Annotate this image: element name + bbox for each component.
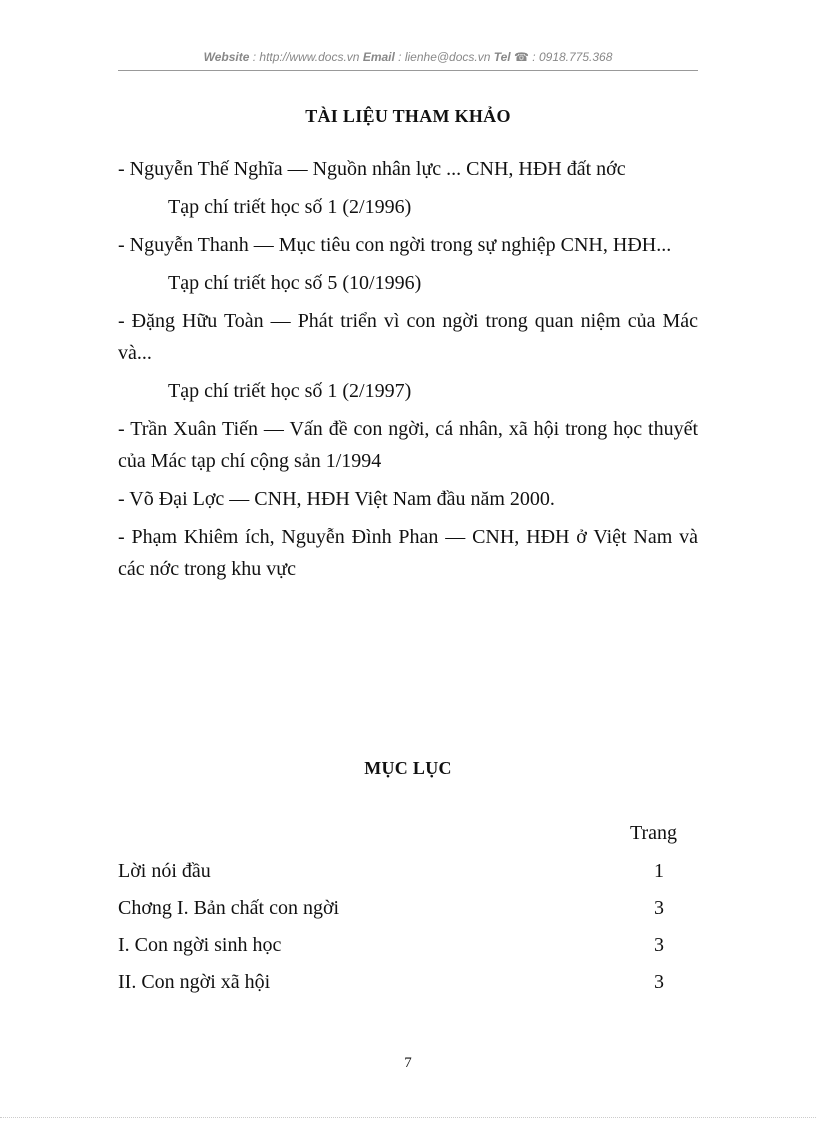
reference-item: - Võ Đại Lợc — CNH, HĐH Việt Nam đầu năm 2000. bbox=[118, 488, 555, 510]
tel-value: : 0918.775.368 bbox=[532, 50, 613, 64]
reference-item: - Phạm Khiêm ích, Nguyễn Đình Phan — CNH, HĐH ở Việt Nam và các nớc trong khu vực bbox=[118, 526, 698, 580]
toc-label: II. Con ngời xã hội bbox=[118, 971, 271, 993]
toc-title: MỤC LỤC bbox=[364, 758, 452, 778]
header-divider bbox=[118, 70, 698, 71]
tel-label: Tel bbox=[493, 50, 511, 64]
toc-page-number: 3 bbox=[654, 897, 664, 919]
toc-page-header: Trang bbox=[630, 822, 678, 844]
toc-row bbox=[118, 930, 698, 967]
toc-row bbox=[118, 856, 698, 893]
website-value: : http://www.docs.vn bbox=[252, 50, 360, 64]
reference-source: Tạp chí triết học số 1 (2/1996) bbox=[168, 196, 412, 218]
page-header bbox=[118, 50, 698, 64]
toc-row bbox=[118, 893, 698, 930]
references-list bbox=[118, 153, 698, 591]
website-label: Website bbox=[203, 50, 250, 64]
footer-divider bbox=[0, 1117, 816, 1118]
reference-source: Tạp chí triết học số 5 (10/1996) bbox=[168, 272, 422, 294]
phone-icon: ☎ bbox=[514, 50, 529, 64]
toc-page-number: 1 bbox=[654, 860, 664, 882]
toc-page-number: 3 bbox=[654, 934, 664, 956]
reference-item: - Đặng Hữu Toàn — Phát triển vì con ngời trong quan niệm của Mác và... bbox=[118, 310, 698, 364]
reference-item: - Trần Xuân Tiến — Vấn đề con ngời, cá nhân, xã hội trong học thuyết của Mác tạp chí cộng sản 1/1994 bbox=[118, 418, 698, 472]
toc-row bbox=[118, 967, 698, 1004]
toc-page-number: 3 bbox=[654, 971, 664, 993]
email-label: Email bbox=[362, 50, 395, 64]
table-of-contents bbox=[118, 856, 698, 1004]
page-number: 7 bbox=[404, 1055, 412, 1071]
reference-source: Tạp chí triết học số 1 (2/1997) bbox=[168, 380, 412, 402]
references-title: TÀI LIỆU THAM KHẢO bbox=[305, 106, 511, 126]
email-value: : lienhe@docs.vn bbox=[398, 50, 491, 64]
toc-label: Lời nói đầu bbox=[118, 860, 211, 882]
reference-item: - Nguyễn Thanh — Mục tiêu con ngời trong sự nghiệp CNH, HĐH... bbox=[118, 234, 672, 256]
reference-item: - Nguyễn Thế Nghĩa — Nguồn nhân lực ... CNH, HĐH đất nớc bbox=[118, 158, 626, 180]
toc-label: Chơng I. Bản chất con ngời bbox=[118, 897, 340, 919]
toc-label: I. Con ngời sinh học bbox=[118, 934, 282, 956]
